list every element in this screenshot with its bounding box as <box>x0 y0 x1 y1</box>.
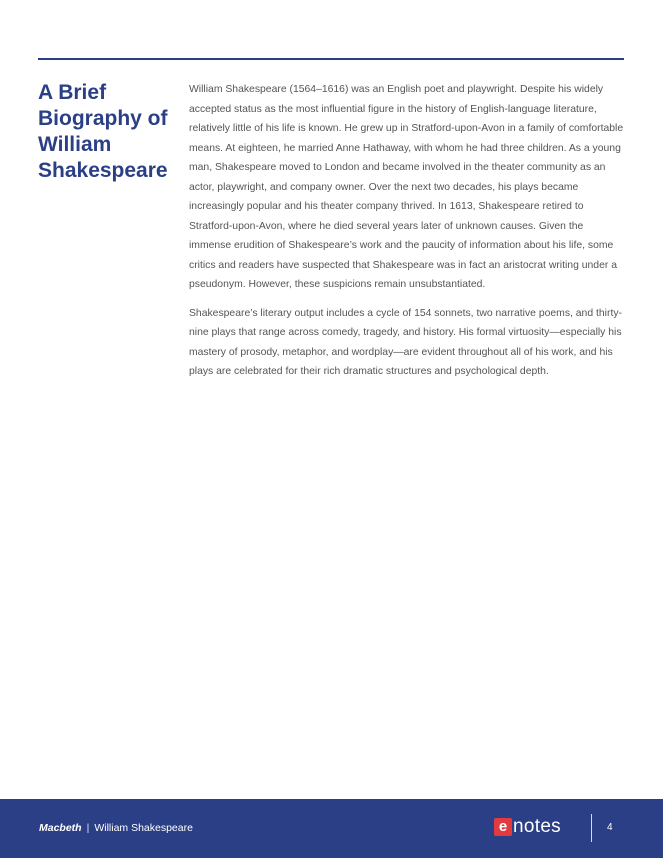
footer-book-title: Macbeth <box>39 822 82 834</box>
enotes-logo[interactable] <box>494 816 561 838</box>
footer-running-title <box>39 822 193 834</box>
logo-e-icon: e <box>494 818 512 836</box>
section-heading: A Brief Biography of William Shakespeare <box>38 81 168 182</box>
paragraph-2: Shakespeare’s literary output includes a cycle of 154 sonnets, two narrative poems, and thirty-nine plays that range across comedy, tragedy, and history. His formal virtuosity—especially his mastery of prosody, metaphor, and wordplay—are evident throughout all of his work, and his plays are celebrated for their rich dramatic structures and psychological depth. <box>189 307 622 377</box>
footer-separator: | <box>86 822 90 834</box>
page-footer <box>0 799 663 858</box>
body-text <box>189 80 625 391</box>
footer-author: William Shakespeare <box>94 822 193 834</box>
page-number: 4 <box>607 822 613 833</box>
paragraph-1: William Shakespeare (1564–1616) was an English poet and playwright. Despite his widely accepted status as the most influential figure in the history of English-language literature, relatively little of his life is known. He grew up in Stratford-upon-Avon in a family of comfortable means. At eighteen, he married Anne Hathaway, with whom he had three children. As a young man, Shakespeare moved to London and became involved in the theater community as an actor, playwright, and company owner. Over the next two decades, his plays became increasingly popular and his theater company thrived. In 1613, Shakespeare retired to Stratford-upon-Avon, where he died several years later of unknown causes. Given the immense erudition of Shakespeare’s work and the paucity of information about his life, some critics and readers have suspected that Shakespeare was in fact an aristocrat writing under a pseudonym. However, these suspicions remain unsubstantiated. <box>189 84 624 290</box>
top-rule <box>38 58 624 60</box>
logo-wordmark: notes <box>513 816 561 837</box>
footer-divider <box>591 814 592 842</box>
